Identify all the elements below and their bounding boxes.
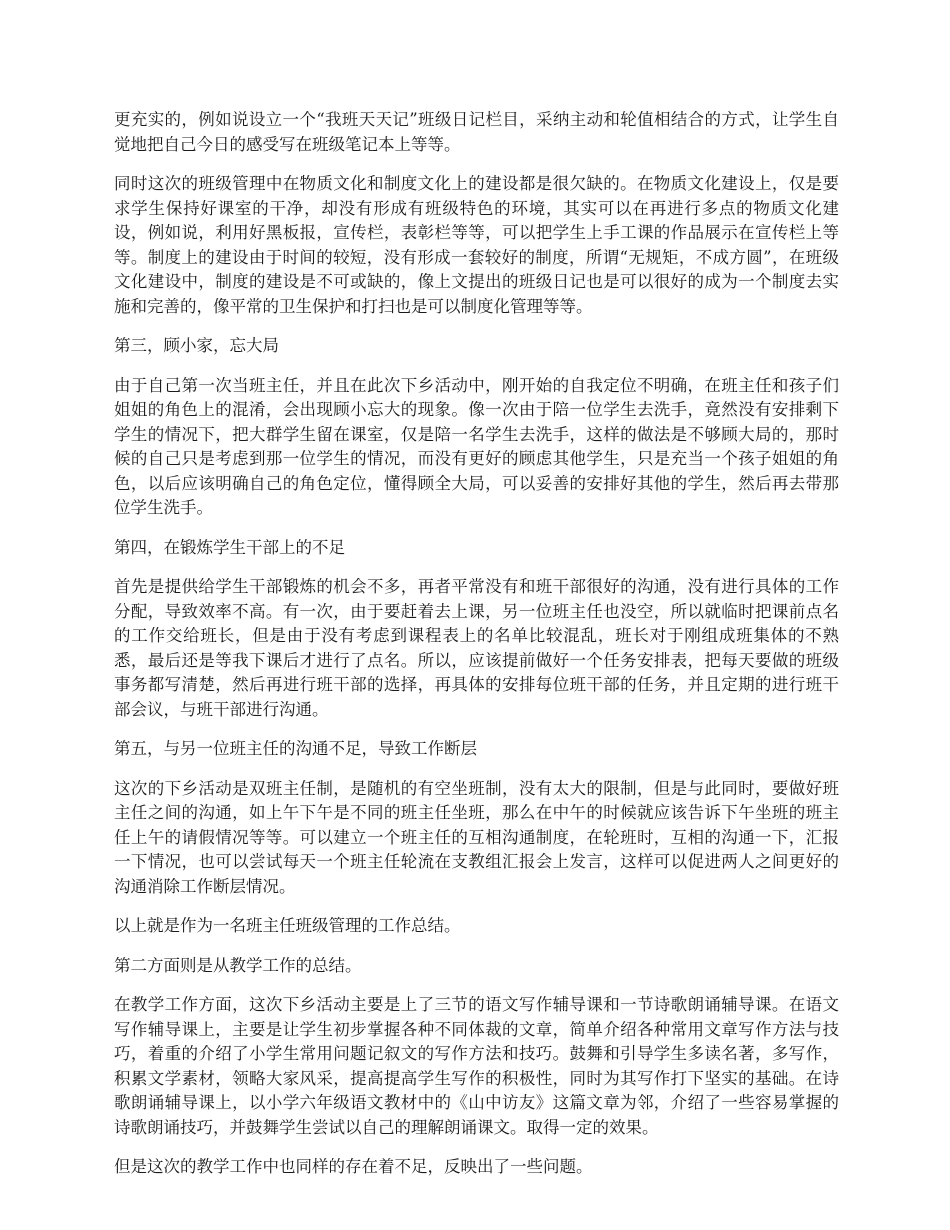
paragraph: 以上就是作为一名班主任班级管理的工作总结。 xyxy=(114,916,461,935)
document-body xyxy=(114,108,839,1195)
paragraph: 这次的下乡活动是双班主任制，是随机的有空坐班制，没有太大的限制，但是与此同时，要做好班主任之间的沟通，如上午下午是不同的班主任坐班，那么在中午的时候就应该告诉下午坐班的班主任上午的请假情况等等。可以建立一个班主任的互相沟通制度，在轮班时，互相的沟通一下，汇报一下情况，也可以尝试每天一个班主任轮流在支教组汇报会上发言，这样可以促进两人之间更好的沟通消除工作断层情况。 xyxy=(114,778,839,896)
section-heading: 第四，在锻炼学生干部上的不足 xyxy=(114,537,345,557)
paragraph: 在教学工作方面，这次下乡活动主要是上了三节的语文写作辅导课和一节诗歌朗诵辅导课。在语文写作辅导课上，主要是让学生初步掌握各种不同体裁的文章，简单介绍各种常用文章写作方法与技巧，着重的介绍了小学生常用问题记叙文的写作方法和技巧。鼓舞和引导学生多读名著，多写作，积累文学素材，领略大家风采，提高提高学生写作的积极性，同时为其写作打下坚实的基础。在诗歌朗诵辅导课上，以小学六年级语文教材中的《山中访友》这篇文章为邻，介绍了一些容易掌握的诗歌朗诵技巧，并鼓舞学生尝试以自己的理解朗诵课文。取得一定的效果。 xyxy=(114,995,839,1137)
paragraph: 更充实的，例如说设立一个“我班天天记”班级日记栏目，采纳主动和轮值相结合的方式，让学生自觉地把自己今日的感受写在班级笔记本上等等。 xyxy=(114,110,839,154)
section-heading: 第五，与另一位班主任的沟通不足，导致工作断层 xyxy=(114,739,477,758)
paragraph: 但是这次的教学工作中也同样的存在着不足，反映出了一些问题。 xyxy=(114,1157,593,1176)
section-heading: 第三，顾小家，忘大局 xyxy=(114,336,279,355)
paragraph: 第二方面则是从教学工作的总结。 xyxy=(114,955,362,975)
paragraph: 由于自己第一次当班主任，并且在此次下乡活动中，刚开始的自我定位不明确，在班主任和孩子们姐姐的角色上的混淆，会出现顾小忘大的现象。像一次由于陪一位学生去洗手，竟然没有安排剩下学生的情况下，把大群学生留在课室，仅是陪一名学生去洗手，这样的做法是不够顾大局的，那时候的自己只是考虑到那一位学生的情况，而没有更好的顾虑其他学生，只是充当一个孩子姐姐的角色，以后应该明确自己的角色定位，懂得顾全大局，可以妥善的安排好其他的学生，然后再去带那位学生洗手。 xyxy=(114,375,839,517)
paragraph: 同时这次的班级管理中在物质文化和制度文化上的建设都是很欠缺的。在物质文化建设上，仅是要求学生保持好课室的干净，却没有形成有班级特色的环境，其实可以在再进行多点的物质文化建设，例如说，利用好黑板报，宣传栏，表彰栏等等，可以把学生上手工课的作品展示在宣传栏上等等。制度上的建设由于时间的较短，没有形成一套较好的制度，所谓“无规矩，不成方圆”，在班级文化建设中，制度的建设是不可或缺的，像上文提出的班级日记也是可以很好的成为一个制度去实施和完善的，像平常的卫生保护和打扫也是可以制度化管理等等。 xyxy=(114,174,839,316)
paragraph: 首先是提供给学生干部锻炼的机会不多，再者平常没有和班干部很好的沟通，没有进行具体的工作分配，导致效率不高。有一次，由于要赶着去上课，另一位班主任也没空，所以就临时把课前点名的工作交给班长，但是由于没有考虑到课程表上的名单比较混乱，班长对于刚组成班集体的不熟悉，最后还是等我下课后才进行了点名。所以，应该提前做好一个任务安排表，把每天要做的班级事务都写清楚，然后再进行班干部的选择，再具体的安排每位班干部的任务，并且定期的进行班干部会议，与班干部进行沟通。 xyxy=(114,577,839,719)
